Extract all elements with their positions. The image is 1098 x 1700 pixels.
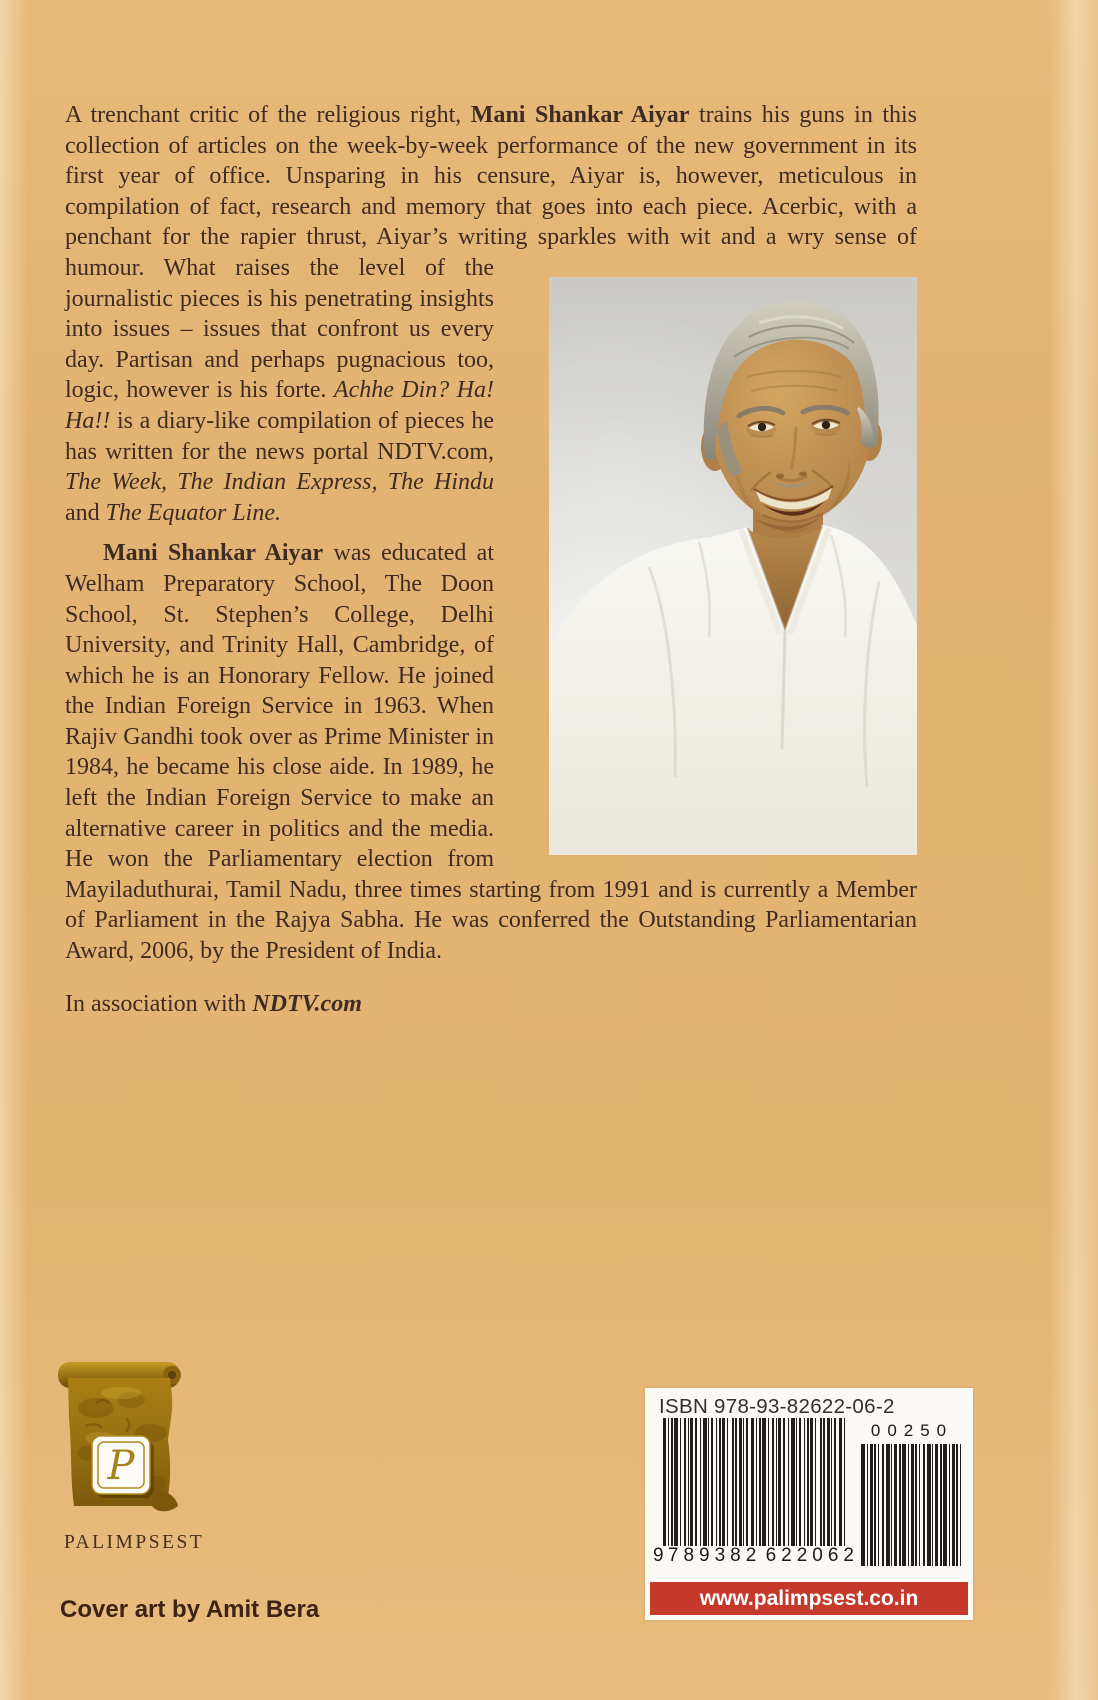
about-paragraph-2: Mani Shankar Aiyar was educated at Welham Preparatory School, The Doon School, St. Stephen’s College, Delhi University, and Trinity Hall, Cambridge, of which he is an Honorary Fellow. He joined the Indian Foreign Service in 1963. When Rajiv Gandhi took over as Prime Minister in 1984, he became his close aide. In 1989, he left the Indian Foreign Service to make an alternative career in politics and the media. He won the Parliamentary election from Mayiladuthurai, Tamil Nadu, three times starting from 1991 and is currently a Member of Parliament in the Rajya Sabha. He was conferred the Outstanding Parliamentarian Award, 2006, by the President of India. <box>65 540 917 965</box>
addon-code: 00250 <box>870 1421 954 1440</box>
ean-digit-lead: 9 <box>653 1545 664 1566</box>
publisher-name: PALIMPSEST <box>64 1532 205 1553</box>
about-text-block <box>65 100 917 1019</box>
ean13-barcode-icon <box>663 1418 847 1546</box>
publisher-website: www.palimpsest.co.in <box>650 1582 968 1615</box>
ean-digit-group-2: 622062 <box>765 1545 859 1566</box>
about-paragraph-1 <box>65 100 917 528</box>
ean13-digits <box>653 1545 859 1567</box>
author-photo <box>549 277 917 855</box>
palimpsest-scroll-logo-icon <box>56 1348 198 1520</box>
isbn-number: ISBN 978-93-82622-06-2 <box>659 1395 895 1418</box>
para1-wrapped-text: of the journalistic pieces is his penetrating insights into issues – issues that confront us every day. Partisan and perhaps pugnacious too, logic, however is his forte. Achhe Din? Ha! Ha!! is a diary-like compilation of pieces he has written for the news portal NDTV.com, The Week, The Indian Express, The Hindu and The Equator Line. <box>65 254 495 526</box>
logo-monogram: P <box>107 1443 135 1489</box>
cover-art-credit: Cover art by Amit Bera <box>60 1596 320 1623</box>
publisher-logo-block <box>56 1348 216 1520</box>
ean-digit-group-1: 789382 <box>667 1545 762 1566</box>
author-portrait-illustration <box>549 277 917 855</box>
para1-intro-text: A trenchant critic of the religious right, Mani Shankar Aiyar trains his guns in this collection of articles on the week-by-week performance of the new government in its first year of office. Unsparing in his censure, Aiyar is, however, meticulous in compilation of fact, research and memory that goes into each piece. Acerbic, with a penchant for the rapier thrust, Aiyar’s writing sparkles with wit and a wry sense of humour. What raises the level <box>65 102 917 281</box>
association-line: In association with NDTV.com <box>65 990 362 1017</box>
barcode-label <box>645 1388 973 1620</box>
addon-barcode-icon <box>861 1444 961 1566</box>
